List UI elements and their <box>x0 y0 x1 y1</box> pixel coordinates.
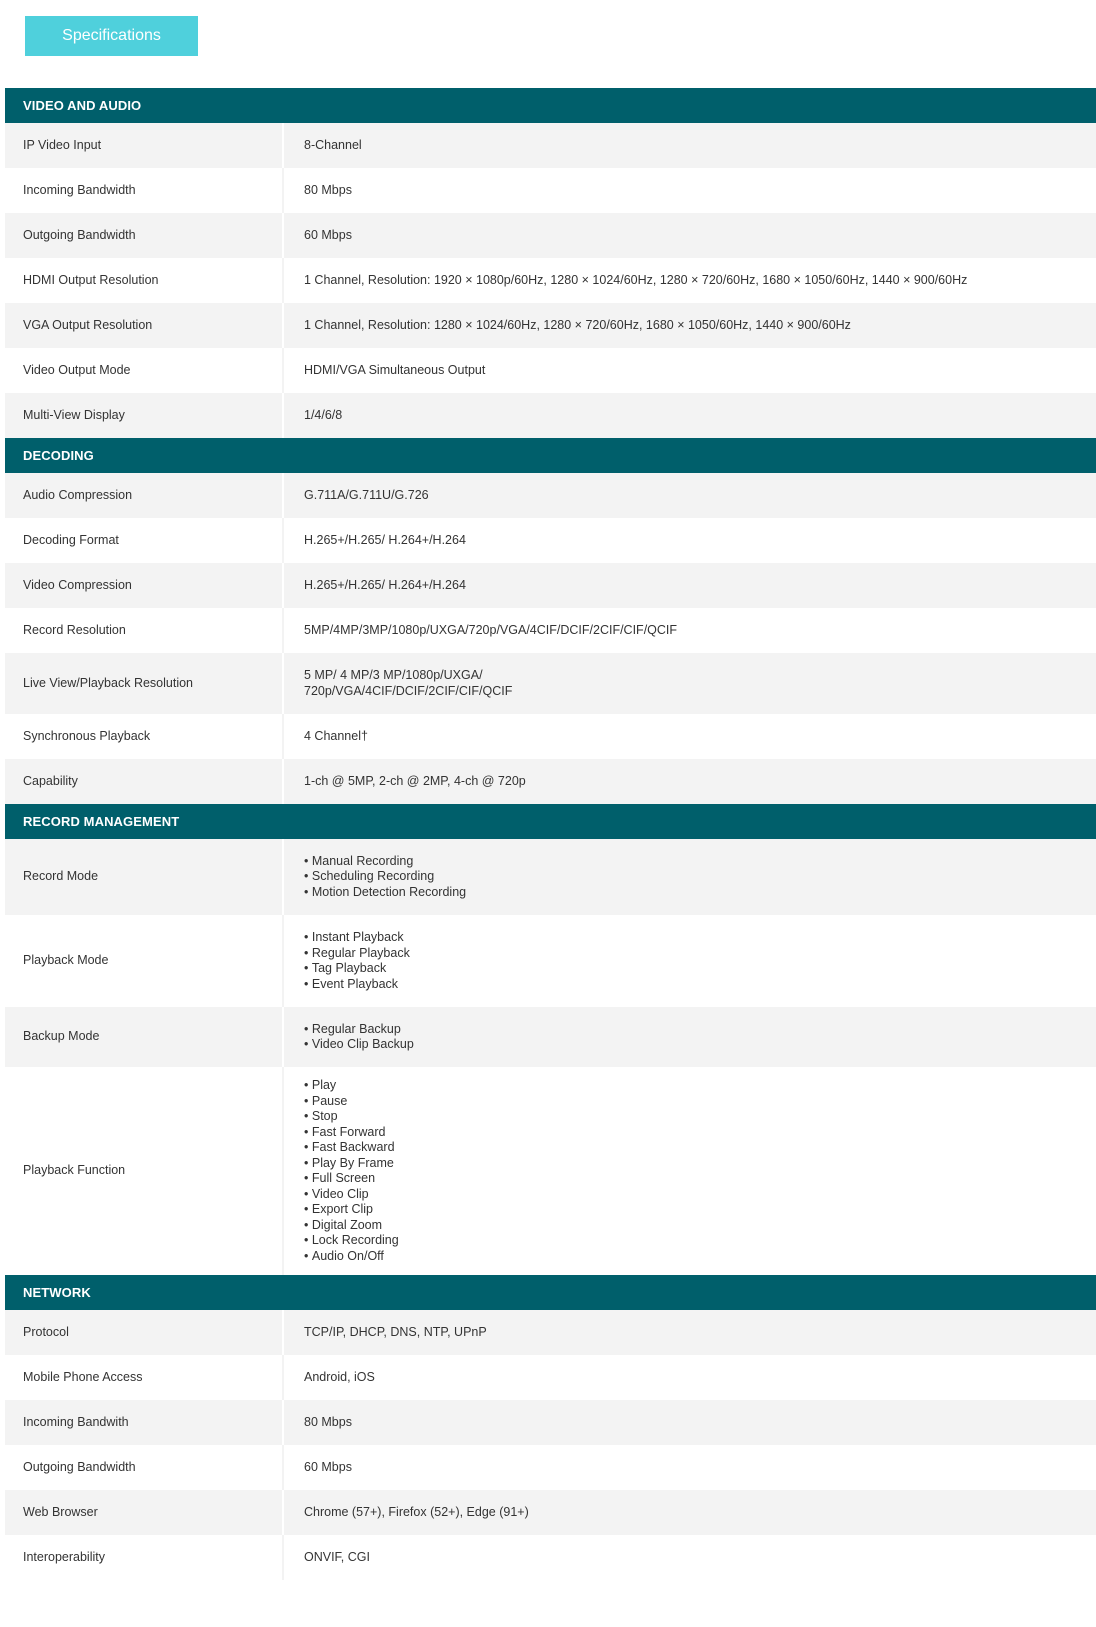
spec-value-item: • Motion Detection Recording <box>304 885 1096 901</box>
spec-value: 80 Mbps <box>283 168 1096 213</box>
spec-row <box>5 608 1096 653</box>
spec-value: H.265+/H.265/ H.264+/H.264 <box>283 563 1096 608</box>
spec-value: 60 Mbps <box>283 1445 1096 1490</box>
spec-value-item: • Full Screen <box>304 1171 1096 1187</box>
spec-value: 8-Channel <box>283 123 1096 168</box>
spec-label: Live View/Playback Resolution <box>5 653 283 714</box>
spec-value-item: • Pause <box>304 1094 1096 1110</box>
spec-value: G.711A/G.711U/G.726 <box>283 473 1096 518</box>
spec-value-item: • Tag Playback <box>304 961 1096 977</box>
spec-value-item: • Video Clip <box>304 1187 1096 1203</box>
spec-value-list <box>304 1078 1096 1264</box>
spec-value-item: • Digital Zoom <box>304 1218 1096 1234</box>
spec-value: Chrome (57+), Firefox (52+), Edge (91+) <box>283 1490 1096 1535</box>
spec-value-item: • Fast Backward <box>304 1140 1096 1156</box>
spec-label: Mobile Phone Access <box>5 1355 283 1400</box>
spec-label: Record Mode <box>5 839 283 915</box>
section-header <box>5 438 1096 473</box>
spec-value-item: • Instant Playback <box>304 930 1096 946</box>
spec-label: Video Output Mode <box>5 348 283 393</box>
specifications-table <box>5 88 1096 1580</box>
spec-value-list <box>304 1022 1096 1053</box>
spec-row <box>5 1400 1096 1445</box>
spec-value-item: • Manual Recording <box>304 854 1096 870</box>
tab-specifications-label: Specifications <box>62 27 161 44</box>
spec-label: Multi-View Display <box>5 393 283 438</box>
spec-value-item: • Audio On/Off <box>304 1249 1096 1265</box>
spec-value-item: • Video Clip Backup <box>304 1037 1096 1053</box>
spec-row <box>5 759 1096 804</box>
spec-label: Audio Compression <box>5 473 283 518</box>
section-header <box>5 88 1096 123</box>
spec-label: Web Browser <box>5 1490 283 1535</box>
spec-row <box>5 1490 1096 1535</box>
spec-row <box>5 168 1096 213</box>
spec-label: Capability <box>5 759 283 804</box>
spec-label: Playback Function <box>5 1067 283 1275</box>
spec-value: 60 Mbps <box>283 213 1096 258</box>
spec-row <box>5 714 1096 759</box>
spec-label: Protocol <box>5 1310 283 1355</box>
section-title: VIDEO AND AUDIO <box>5 88 1096 123</box>
spec-label: Incoming Bandwith <box>5 1400 283 1445</box>
spec-row <box>5 518 1096 563</box>
spec-value: H.265+/H.265/ H.264+/H.264 <box>283 518 1096 563</box>
spec-label: Video Compression <box>5 563 283 608</box>
spec-label: Backup Mode <box>5 1007 283 1067</box>
spec-value-item: • Stop <box>304 1109 1096 1125</box>
spec-value <box>283 839 1096 915</box>
spec-value: 1-ch @ 5MP, 2-ch @ 2MP, 4-ch @ 720p <box>283 759 1096 804</box>
section-title: RECORD MANAGEMENT <box>5 804 1096 839</box>
spec-label: Outgoing Bandwidth <box>5 1445 283 1490</box>
spec-label: Record Resolution <box>5 608 283 653</box>
spec-row <box>5 1355 1096 1400</box>
spec-value-list <box>304 854 1096 901</box>
spec-value-item: • Scheduling Recording <box>304 869 1096 885</box>
spec-value-item: • Export Clip <box>304 1202 1096 1218</box>
spec-row <box>5 258 1096 303</box>
spec-value: 1 Channel, Resolution: 1280 × 1024/60Hz, 1280 × 720/60Hz, 1680 × 1050/60Hz, 1440 × 900/60Hz <box>283 303 1096 348</box>
spec-label: IP Video Input <box>5 123 283 168</box>
spec-row <box>5 1310 1096 1355</box>
spec-row <box>5 303 1096 348</box>
spec-value: 1 Channel, Resolution: 1920 × 1080p/60Hz, 1280 × 1024/60Hz, 1280 × 720/60Hz, 1680 × 1050/60Hz, 1440 × 900/60Hz <box>283 258 1096 303</box>
spec-value: HDMI/VGA Simultaneous Output <box>283 348 1096 393</box>
spec-value-item: • Lock Recording <box>304 1233 1096 1249</box>
spec-value: Android, iOS <box>283 1355 1096 1400</box>
spec-label: VGA Output Resolution <box>5 303 283 348</box>
spec-value-item: • Regular Backup <box>304 1022 1096 1038</box>
spec-value: 1/4/6/8 <box>283 393 1096 438</box>
spec-value-item: • Event Playback <box>304 977 1096 993</box>
spec-value: TCP/IP, DHCP, DNS, NTP, UPnP <box>283 1310 1096 1355</box>
spec-value-item: • Play <box>304 1078 1096 1094</box>
spec-value <box>283 1067 1096 1275</box>
section-title: DECODING <box>5 438 1096 473</box>
spec-value: ONVIF, CGI <box>283 1535 1096 1580</box>
spec-value <box>283 1007 1096 1067</box>
spec-label: Incoming Bandwidth <box>5 168 283 213</box>
spec-row <box>5 653 1096 714</box>
section-title: NETWORK <box>5 1275 1096 1310</box>
spec-label: HDMI Output Resolution <box>5 258 283 303</box>
spec-value-item: • Fast Forward <box>304 1125 1096 1141</box>
spec-row <box>5 123 1096 168</box>
spec-row <box>5 839 1096 915</box>
spec-row <box>5 213 1096 258</box>
spec-value: 5MP/4MP/3MP/1080p/UXGA/720p/VGA/4CIF/DCIF/2CIF/CIF/QCIF <box>283 608 1096 653</box>
tab-specifications[interactable] <box>25 16 198 56</box>
spec-row <box>5 1067 1096 1275</box>
tab-bar <box>0 0 1096 88</box>
spec-value: 4 Channel† <box>283 714 1096 759</box>
spec-row <box>5 1007 1096 1067</box>
spec-row <box>5 473 1096 518</box>
spec-value-item: • Regular Playback <box>304 946 1096 962</box>
spec-row <box>5 915 1096 1007</box>
spec-label: Interoperability <box>5 1535 283 1580</box>
spec-label: Decoding Format <box>5 518 283 563</box>
specifications-table-body <box>5 88 1096 1580</box>
spec-value-line: 720p/VGA/4CIF/DCIF/2CIF/CIF/QCIF <box>304 683 513 698</box>
spec-label: Outgoing Bandwidth <box>5 213 283 258</box>
spec-value: 80 Mbps <box>283 1400 1096 1445</box>
spec-row <box>5 393 1096 438</box>
spec-row <box>5 348 1096 393</box>
section-header <box>5 804 1096 839</box>
spec-value <box>283 915 1096 1007</box>
spec-label: Synchronous Playback <box>5 714 283 759</box>
section-header <box>5 1275 1096 1310</box>
spec-row <box>5 563 1096 608</box>
spec-value-item: • Play By Frame <box>304 1156 1096 1172</box>
spec-value-list <box>304 930 1096 992</box>
spec-value <box>283 653 1096 714</box>
spec-label: Playback Mode <box>5 915 283 1007</box>
spec-value-line: 5 MP/ 4 MP/3 MP/1080p/UXGA/ <box>304 668 483 682</box>
spec-row <box>5 1535 1096 1580</box>
spec-row <box>5 1445 1096 1490</box>
